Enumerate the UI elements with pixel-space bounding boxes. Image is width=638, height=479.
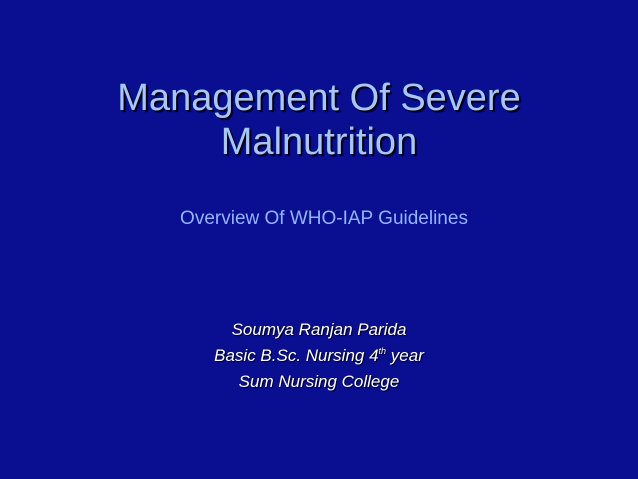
slide-subtitle: Overview Of WHO-IAP Guidelines [180, 208, 468, 229]
author-info [0, 317, 638, 395]
author-course [0, 343, 638, 369]
author-course-text: Basic B.Sc. Nursing 4 [214, 346, 379, 365]
author-name: Soumya Ranjan Parida [231, 320, 407, 339]
author-course-year: year [386, 346, 424, 365]
author-college: Sum Nursing College [238, 372, 400, 391]
author-course-ordinal: th [378, 346, 387, 356]
slide-title-line-2: Malnutrition [220, 121, 418, 163]
slide-title-line-1: Management Of Severe [117, 77, 521, 119]
slide-title [0, 76, 638, 164]
